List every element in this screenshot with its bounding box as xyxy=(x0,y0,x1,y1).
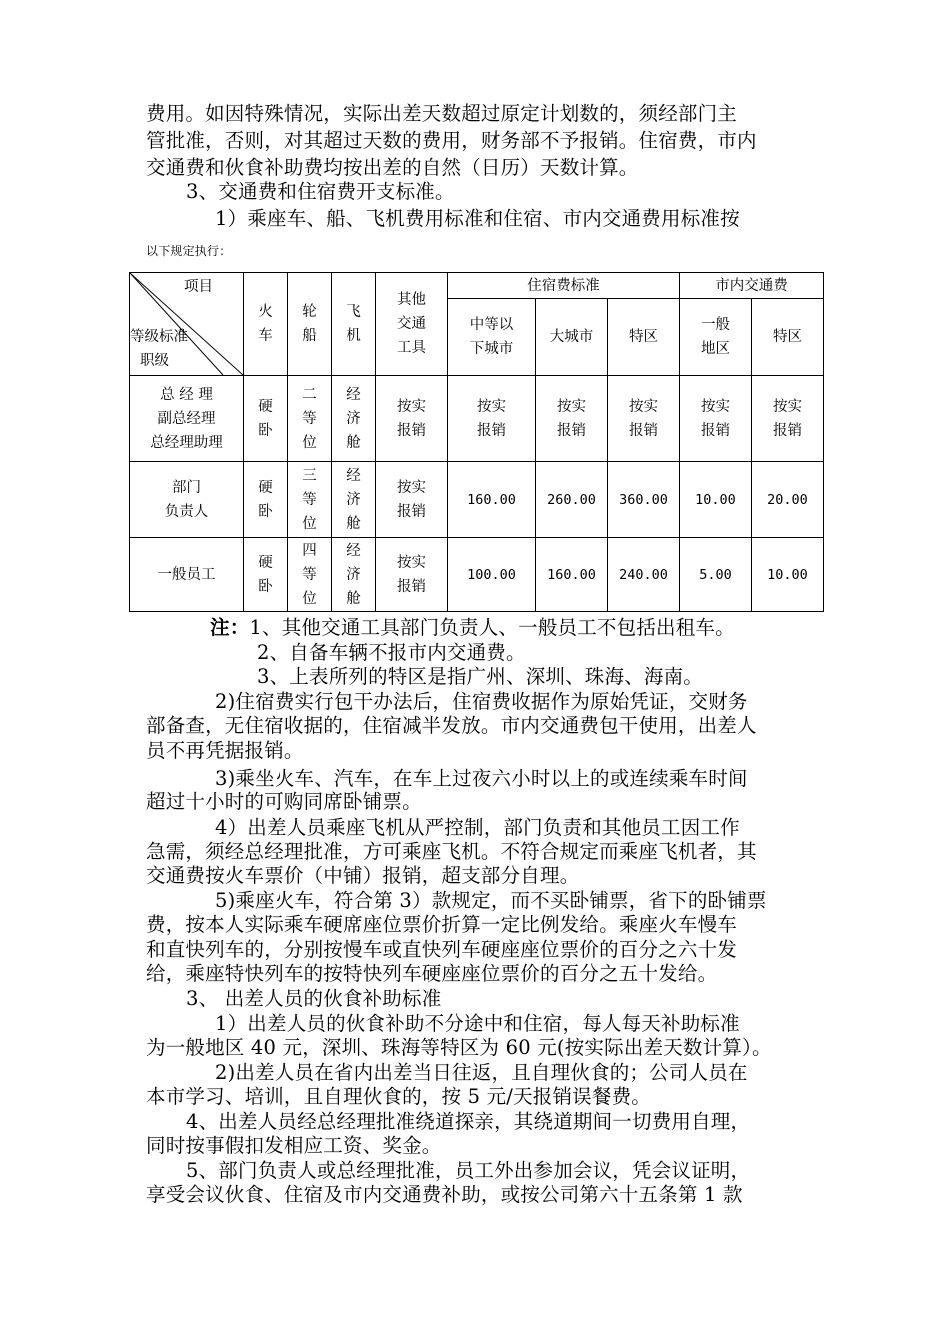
corner-rank-label: 职级 xyxy=(140,353,169,369)
corner-grade-label: 等级标准 xyxy=(130,329,188,345)
col-other-header: 其他交通工具 xyxy=(376,273,448,376)
paragraph-line: 交通费按火车票价（中铺）报销，超支部分自理。 xyxy=(146,864,580,887)
train-cell: 硬卧 xyxy=(244,538,288,612)
paragraph-line: 享受会议伙食、住宿及市内交通费补助，或按公司第六十五条第 1 款 xyxy=(146,1183,743,1206)
train-cell: 硬卧 xyxy=(244,462,288,538)
rank-cell: 部门 负责人 xyxy=(130,462,244,538)
rank-cell: 总 经 理 副总经理 总经理助理 xyxy=(130,376,244,462)
lodging-cell: 260.00 xyxy=(536,462,608,538)
col-plane-header: 飞机 xyxy=(332,273,376,376)
paragraph-line: 5)乘座火车，符合第 3）款规定，而不买卧铺票，省下的卧铺票 xyxy=(215,889,767,912)
paragraph-line: 超过十小时的可购同席卧铺票。 xyxy=(146,790,422,813)
lodging-cell: 按实报销 xyxy=(536,376,608,462)
paragraph-line: 1）乘座车、船、飞机费用标准和住宿、市内交通费用标准按 xyxy=(215,207,740,230)
section-heading: 3、交通费和住宿费开支标准。 xyxy=(186,180,455,203)
expense-standards-table xyxy=(129,272,824,612)
paragraph-line: 以下规定执行： xyxy=(146,244,232,258)
paragraph-line: 费，按本人实际乘车硬席座位票价折算一定比例发给。乘座火车慢车 xyxy=(146,913,738,936)
table-row xyxy=(130,538,824,612)
paragraph-line: 本市学习、培训，且自理伙食的，按 5 元/天报销误餐费。 xyxy=(146,1085,651,1108)
local-col-sez: 特区 xyxy=(752,299,824,376)
rank-cell: 一般员工 xyxy=(130,538,244,612)
paragraph-line: 部备查，无住宿收据的，住宿减半发放。市内交通费包干使用，出差人 xyxy=(146,714,757,737)
lodging-col-sez: 特区 xyxy=(608,299,680,376)
note-label: 注： xyxy=(210,616,250,639)
other-cell: 按实报销 xyxy=(376,538,448,612)
local-cell: 10.00 xyxy=(680,462,752,538)
note-line: 2、自备车辆不报市内交通费。 xyxy=(257,641,526,664)
paragraph-line: 1）出差人员的伙食补助不分途中和住宿，每人每天补助标准 xyxy=(215,1012,740,1035)
paragraph-line: 交通费和伙食补助费均按出差的自然（日历）天数计算。 xyxy=(146,156,639,179)
lodging-cell: 按实报销 xyxy=(608,376,680,462)
note-line: 3、上表所列的特区是指广州、深圳、珠海、海南。 xyxy=(257,665,704,688)
local-transport-group-header: 市内交通费 xyxy=(680,273,824,299)
paragraph-line: 2)出差人员在省内出差当日往返，且自理伙食的；公司人员在 xyxy=(215,1061,748,1084)
lodging-cell: 240.00 xyxy=(608,538,680,612)
corner-item-label: 项目 xyxy=(184,279,213,295)
paragraph-line: 和直快列车的，分别按慢车或直快列车硬座座位票价的百分之六十发 xyxy=(146,938,738,961)
ship-cell: 三等位 xyxy=(288,462,332,538)
local-cell: 按实报销 xyxy=(680,376,752,462)
paragraph-line: 4、出差人员经总经理批准绕道探亲，其绕道期间一切费用自理， xyxy=(186,1110,751,1133)
paragraph-line: 给，乘座特快列车的按特快列车硬座座位票价的百分之五十发给。 xyxy=(146,962,718,985)
lodging-cell: 100.00 xyxy=(448,538,536,612)
plane-cell: 经济舱 xyxy=(332,538,376,612)
paragraph-line: 员不再凭据报销。 xyxy=(146,739,304,762)
local-col-general: 一般地区 xyxy=(680,299,752,376)
lodging-cell: 360.00 xyxy=(608,462,680,538)
paragraph-line: 管批准，否则，对其超过天数的费用，财务部不予报销。住宿费，市内 xyxy=(146,129,757,152)
lodging-cell: 160.00 xyxy=(448,462,536,538)
paragraph-line: 同时按事假扣发相应工资、奖金。 xyxy=(146,1134,442,1157)
local-cell: 按实报销 xyxy=(752,376,824,462)
lodging-col-big-city: 大城市 xyxy=(536,299,608,376)
local-cell: 20.00 xyxy=(752,462,824,538)
plane-cell: 经济舱 xyxy=(332,462,376,538)
other-cell: 按实报销 xyxy=(376,462,448,538)
ship-cell: 四等位 xyxy=(288,538,332,612)
local-cell: 5.00 xyxy=(680,538,752,612)
lodging-cell: 160.00 xyxy=(536,538,608,612)
paragraph-line: 3)乘坐火车、汽车，在车上过夜六小时以上的或连续乘车时间 xyxy=(215,767,748,790)
lodging-cell: 按实报销 xyxy=(448,376,536,462)
paragraph-line: 急需，须经总经理批准，方可乘座飞机。不符合规定而乘座飞机者，其 xyxy=(146,840,757,863)
local-cell: 10.00 xyxy=(752,538,824,612)
section-heading: 3、 出差人员的伙食补助标准 xyxy=(186,987,442,1010)
paragraph-line: 费用。如因特殊情况，实际出差天数超过原定计划数的，须经部门主 xyxy=(146,102,738,125)
ship-cell: 二等位 xyxy=(288,376,332,462)
lodging-group-header: 住宿费标准 xyxy=(448,273,680,299)
table-row xyxy=(130,376,824,462)
plane-cell: 经济舱 xyxy=(332,376,376,462)
col-ship-header: 轮船 xyxy=(288,273,332,376)
paragraph-line: 4）出差人员乘座飞机从严控制，部门负责和其他员工因工作 xyxy=(215,816,740,839)
paragraph-line: 5、部门负责人或总经理批准，员工外出参加会议，凭会议证明， xyxy=(186,1159,751,1182)
train-cell: 硬卧 xyxy=(244,376,288,462)
lodging-col-small-city: 中等以下城市 xyxy=(448,299,536,376)
corner-header-cell xyxy=(130,273,244,376)
col-train-header: 火车 xyxy=(244,273,288,376)
other-cell: 按实报销 xyxy=(376,376,448,462)
paragraph-line: 2)住宿费实行包干办法后，住宿费收据作为原始凭证，交财务 xyxy=(215,690,748,713)
table-row xyxy=(130,462,824,538)
paragraph-line: 为一般地区 40 元，深圳、珠海等特区为 60 元(按实际出差天数计算）。 xyxy=(146,1036,772,1059)
note-line: 注：1、其他交通工具部门负责人、一般员工不包括出租车。 xyxy=(210,616,735,639)
